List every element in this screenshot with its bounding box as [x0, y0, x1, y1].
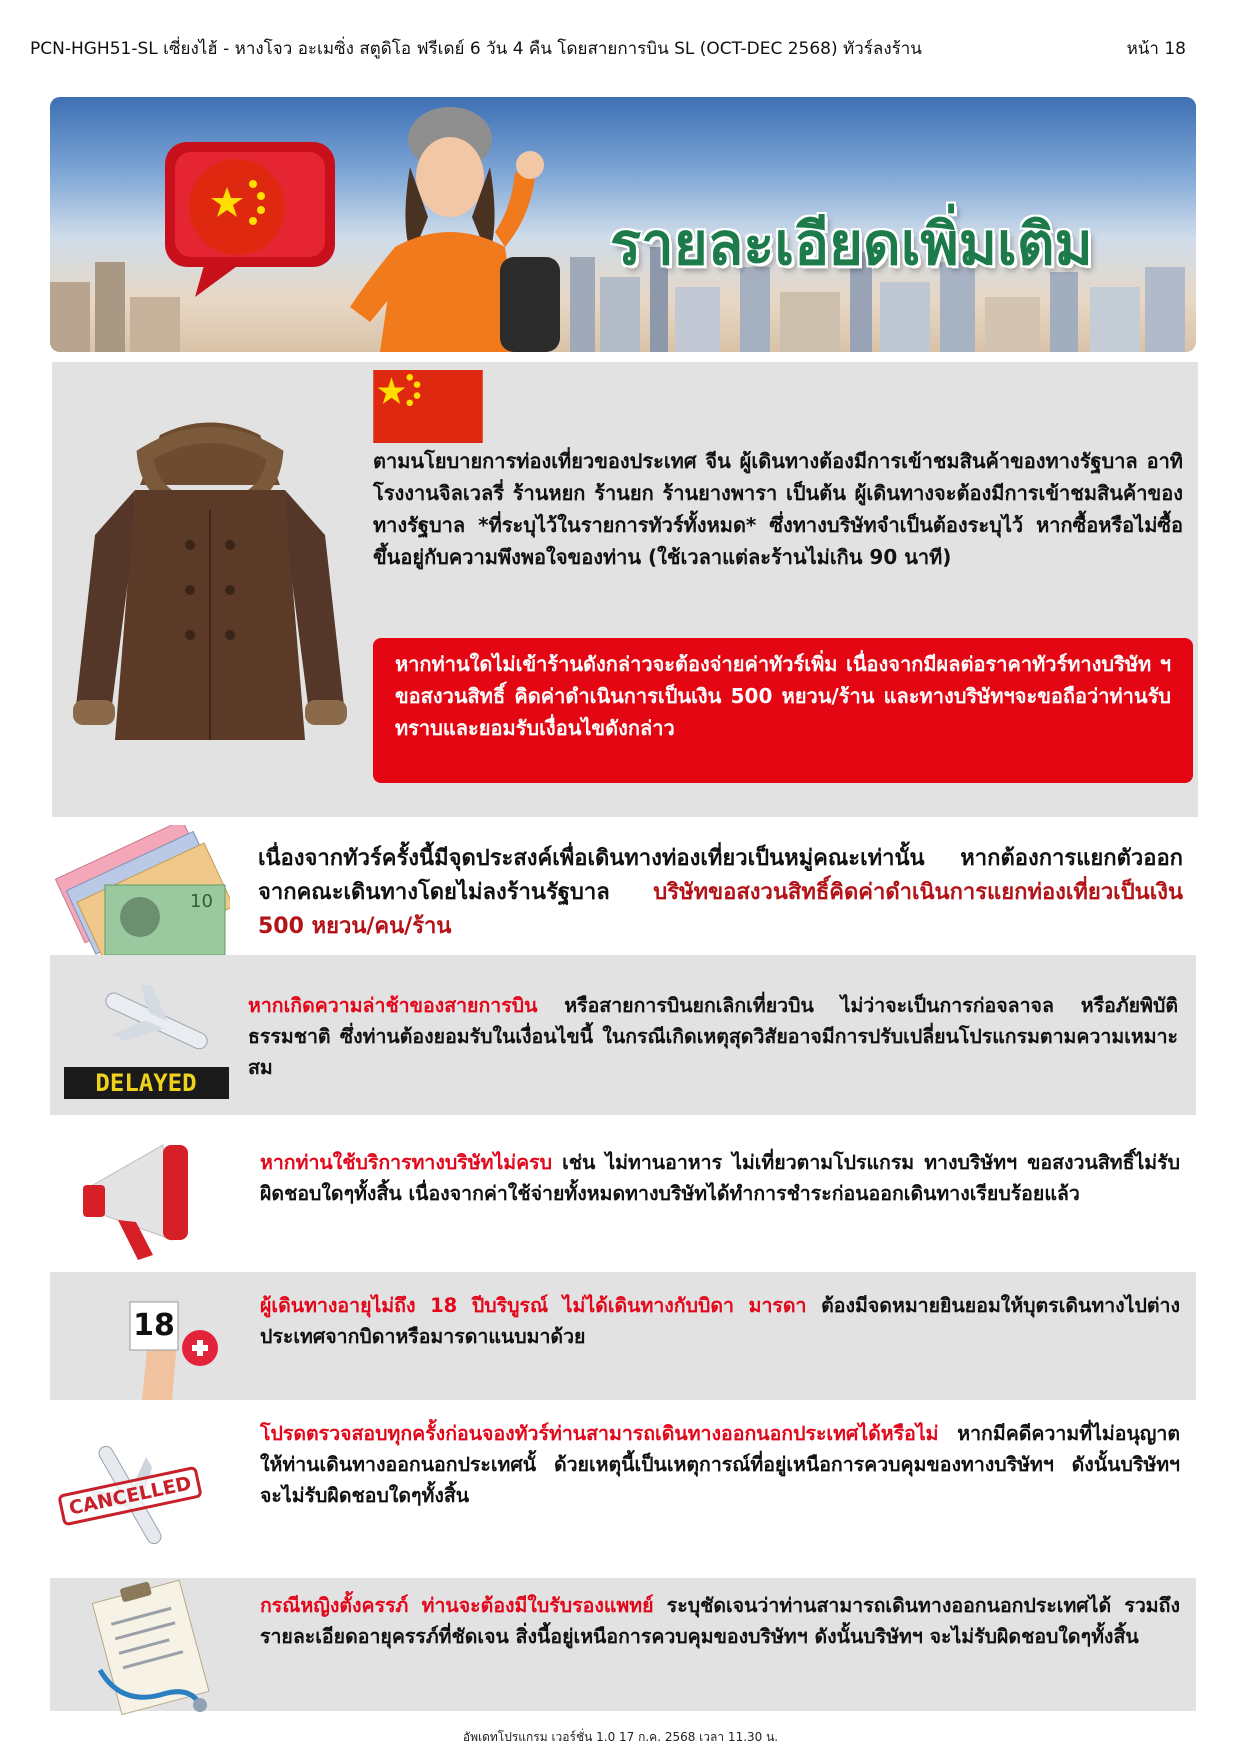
cancelled-flight-icon — [55, 1440, 205, 1550]
svg-text:10: 10 — [190, 891, 213, 912]
flight-delay-text — [248, 990, 1178, 1083]
winter-jacket-image — [65, 415, 355, 750]
age-18-plus-icon — [122, 1290, 222, 1400]
booking-check-body: หากมีคดีความที่ไม่อนุญาตให้ท่านเดินทางออกนอกประเทศนั้ ด้วยเหตุนี้เป็นเหตุการณ์ที่อยู่เหนือการควบคุมของทางบริษัทฯ ดังนั้นบริษัทฯ จะไม่รับผิดชอบใดๆทั้งสิ้น — [260, 1422, 1180, 1507]
megaphone-icon — [78, 1130, 208, 1265]
pregnancy-text — [260, 1590, 1180, 1652]
minor-travel-body: ต้องมีจดหมายยินยอมให้บุตรเดินทางไปต่างประเทศจากบิดาหรือมารดาแนบมาด้วย — [260, 1294, 1180, 1348]
booking-check-highlight: โปรดตรวจสอบทุกครั้งก่อนจองทัวร์ท่านสามารถเดินทางออกนอกประเทศได้หรือไม่ — [260, 1422, 939, 1445]
incomplete-service-text — [260, 1147, 1180, 1209]
minor-travel-highlight: ผู้เดินทางอายุไม่ถึง 18 ปีบริบูรณ์ ไม่ได้เดินทางกับบิดา มารดา — [260, 1294, 807, 1317]
hand-holding-card-image — [122, 1290, 222, 1400]
delayed-flight-icon — [62, 985, 232, 1100]
pregnancy-highlight: กรณีหญิงตั้งครรภ์ ท่านจะต้องมีใบรับรองแพทย์ — [260, 1594, 654, 1617]
booking-check-text — [260, 1418, 1180, 1511]
shopping-fee-notice-text: หากท่านใดไม่เข้าร้านดังกล่าวจะต้องจ่ายค่าทัวร์เพิ่ม เนื่องจากมีผลต่อราคาทัวร์ทางบริษัท ฯ ขอสงวนสิทธิ์ คิดค่าดำเนินการเป็นเงิน 500 หยวน/ร้าน และทางบริษัทฯจะขอถือว่าท่านรับทราบและยอมรับเงื่อนไขดังกล่าว — [395, 652, 1171, 740]
traveler-woman-image — [340, 107, 570, 352]
minor-travel-text — [260, 1290, 1180, 1352]
flight-delay-highlight: หากเกิดความล่าช้าของสายการบิน — [248, 994, 538, 1017]
shopping-policy-text: ตามนโยบายการท่องเที่ยวของประเทศ จีน ผู้เดินทางต้องมีการเข้าชมสินค้าของทางรัฐบาล อาทิโรงงานจิลเวลรี่ ร้านหยก ร้านยก ร้านยางพารา เป็นต้น ผู้เดินทางจะต้องมีการเข้าชมสินค้าของทางรัฐบาล *ที่ระบุไว้ในรายการทัวร์ทั้งหมด* ซึ่งทางบริษัทจำเป็นต้องระบุไว้ หากซื้อหรือไม่ซื้อขึ้นอยู่กับความพึงพอใจของท่าน (ใช้เวลาแต่ละร้านไม่เกิน 90 นาที) — [373, 449, 1183, 569]
document-title: PCN-HGH51-SL เซี่ยงไฮ้ - หางโจว อะเมซิ่ง สตูดิโอ ฟรีเดย์ 6 วัน 4 คืน โดยสายการบิน SL (OCT-DEC 2568) ทัวร์ลงร้าน — [30, 39, 922, 59]
age-18-label: 18 — [133, 1308, 175, 1343]
china-flag-chat-bubble-icon — [165, 142, 335, 302]
incomplete-service-highlight: หากท่านใช้บริการทางบริษัทไม่ครบ — [260, 1151, 553, 1174]
banner — [50, 97, 1196, 352]
flight-delay-body: หรือสายการบินยกเลิกเที่ยวบิน ไม่ว่าจะเป็นการก่อจลาจล หรือภัยพิบัติธรรมชาติ ซึ่งท่านต้องยอมรับในเงื่อนไขนี้ ในกรณีเกิดเหตุสุดวิสัยอาจมีการปรับเปลี่ยนโปรแกรมตามความเหมาะสม — [248, 994, 1178, 1079]
group-travel-text — [258, 842, 1183, 944]
program-update-footer: อัพเดทโปรแกรม เวอร์ชั่น 1.0 17 ก.ค. 2568 เวลา 11.30 น. — [462, 1730, 779, 1744]
shopping-fee-notice — [373, 638, 1193, 783]
banner-title: รายละเอียดเพิ่มเติม — [610, 210, 1093, 278]
medical-certificate-icon — [80, 1575, 220, 1715]
pregnancy-body: ระบุชัดเจนว่าท่านสามารถเดินทางออกนอกประเทศได้ รวมถึงรายละเอียดอายุครรภ์ที่ชัดเจน สิ่งนี้อยู่เหนือการควบคุมของบริษัทฯ ดังนั้นบริษัทฯ จะไม่รับผิดชอบใดๆทั้งสิ้น — [260, 1594, 1180, 1648]
group-travel-text-main: เนื่องจากทัวร์ครั้งนี้มีจุดประสงค์เพื่อเดินทางท่องเที่ยวเป็นหมู่คณะเท่านั้น หากต้องการแยกตัวออกจากคณะเดินทางโดยไม่ลงร้านรัฐบาล — [258, 846, 1183, 905]
incomplete-service-body: เช่น ไม่ทานอาหาร ไม่เที่ยวตามโปรแกรม ทางบริษัทฯ ขอสงวนสิทธิ์ไม่รับผิดชอบใดๆทั้งสิ้น เนื่องจากค่าใช้จ่ายทั้งหมดทางบริษัทได้ทำการชำระก่อนออกเดินทางเรียบร้อยแล้ว — [260, 1151, 1180, 1205]
page-number: หน้า 18 — [1126, 39, 1186, 59]
yuan-banknotes-image — [50, 825, 230, 960]
china-flag-icon — [373, 370, 483, 443]
cancelled-stamp-label: CANCELLED — [57, 1466, 203, 1527]
delayed-board-label: DELAYED — [95, 1069, 197, 1097]
group-travel-fee-highlight: บริษัทขอสงวนสิทธิ์คิดค่าดำเนินการแยกท่องเที่ยวเป็นเงิน 500 หยวน/คน/ร้าน — [258, 880, 1183, 939]
